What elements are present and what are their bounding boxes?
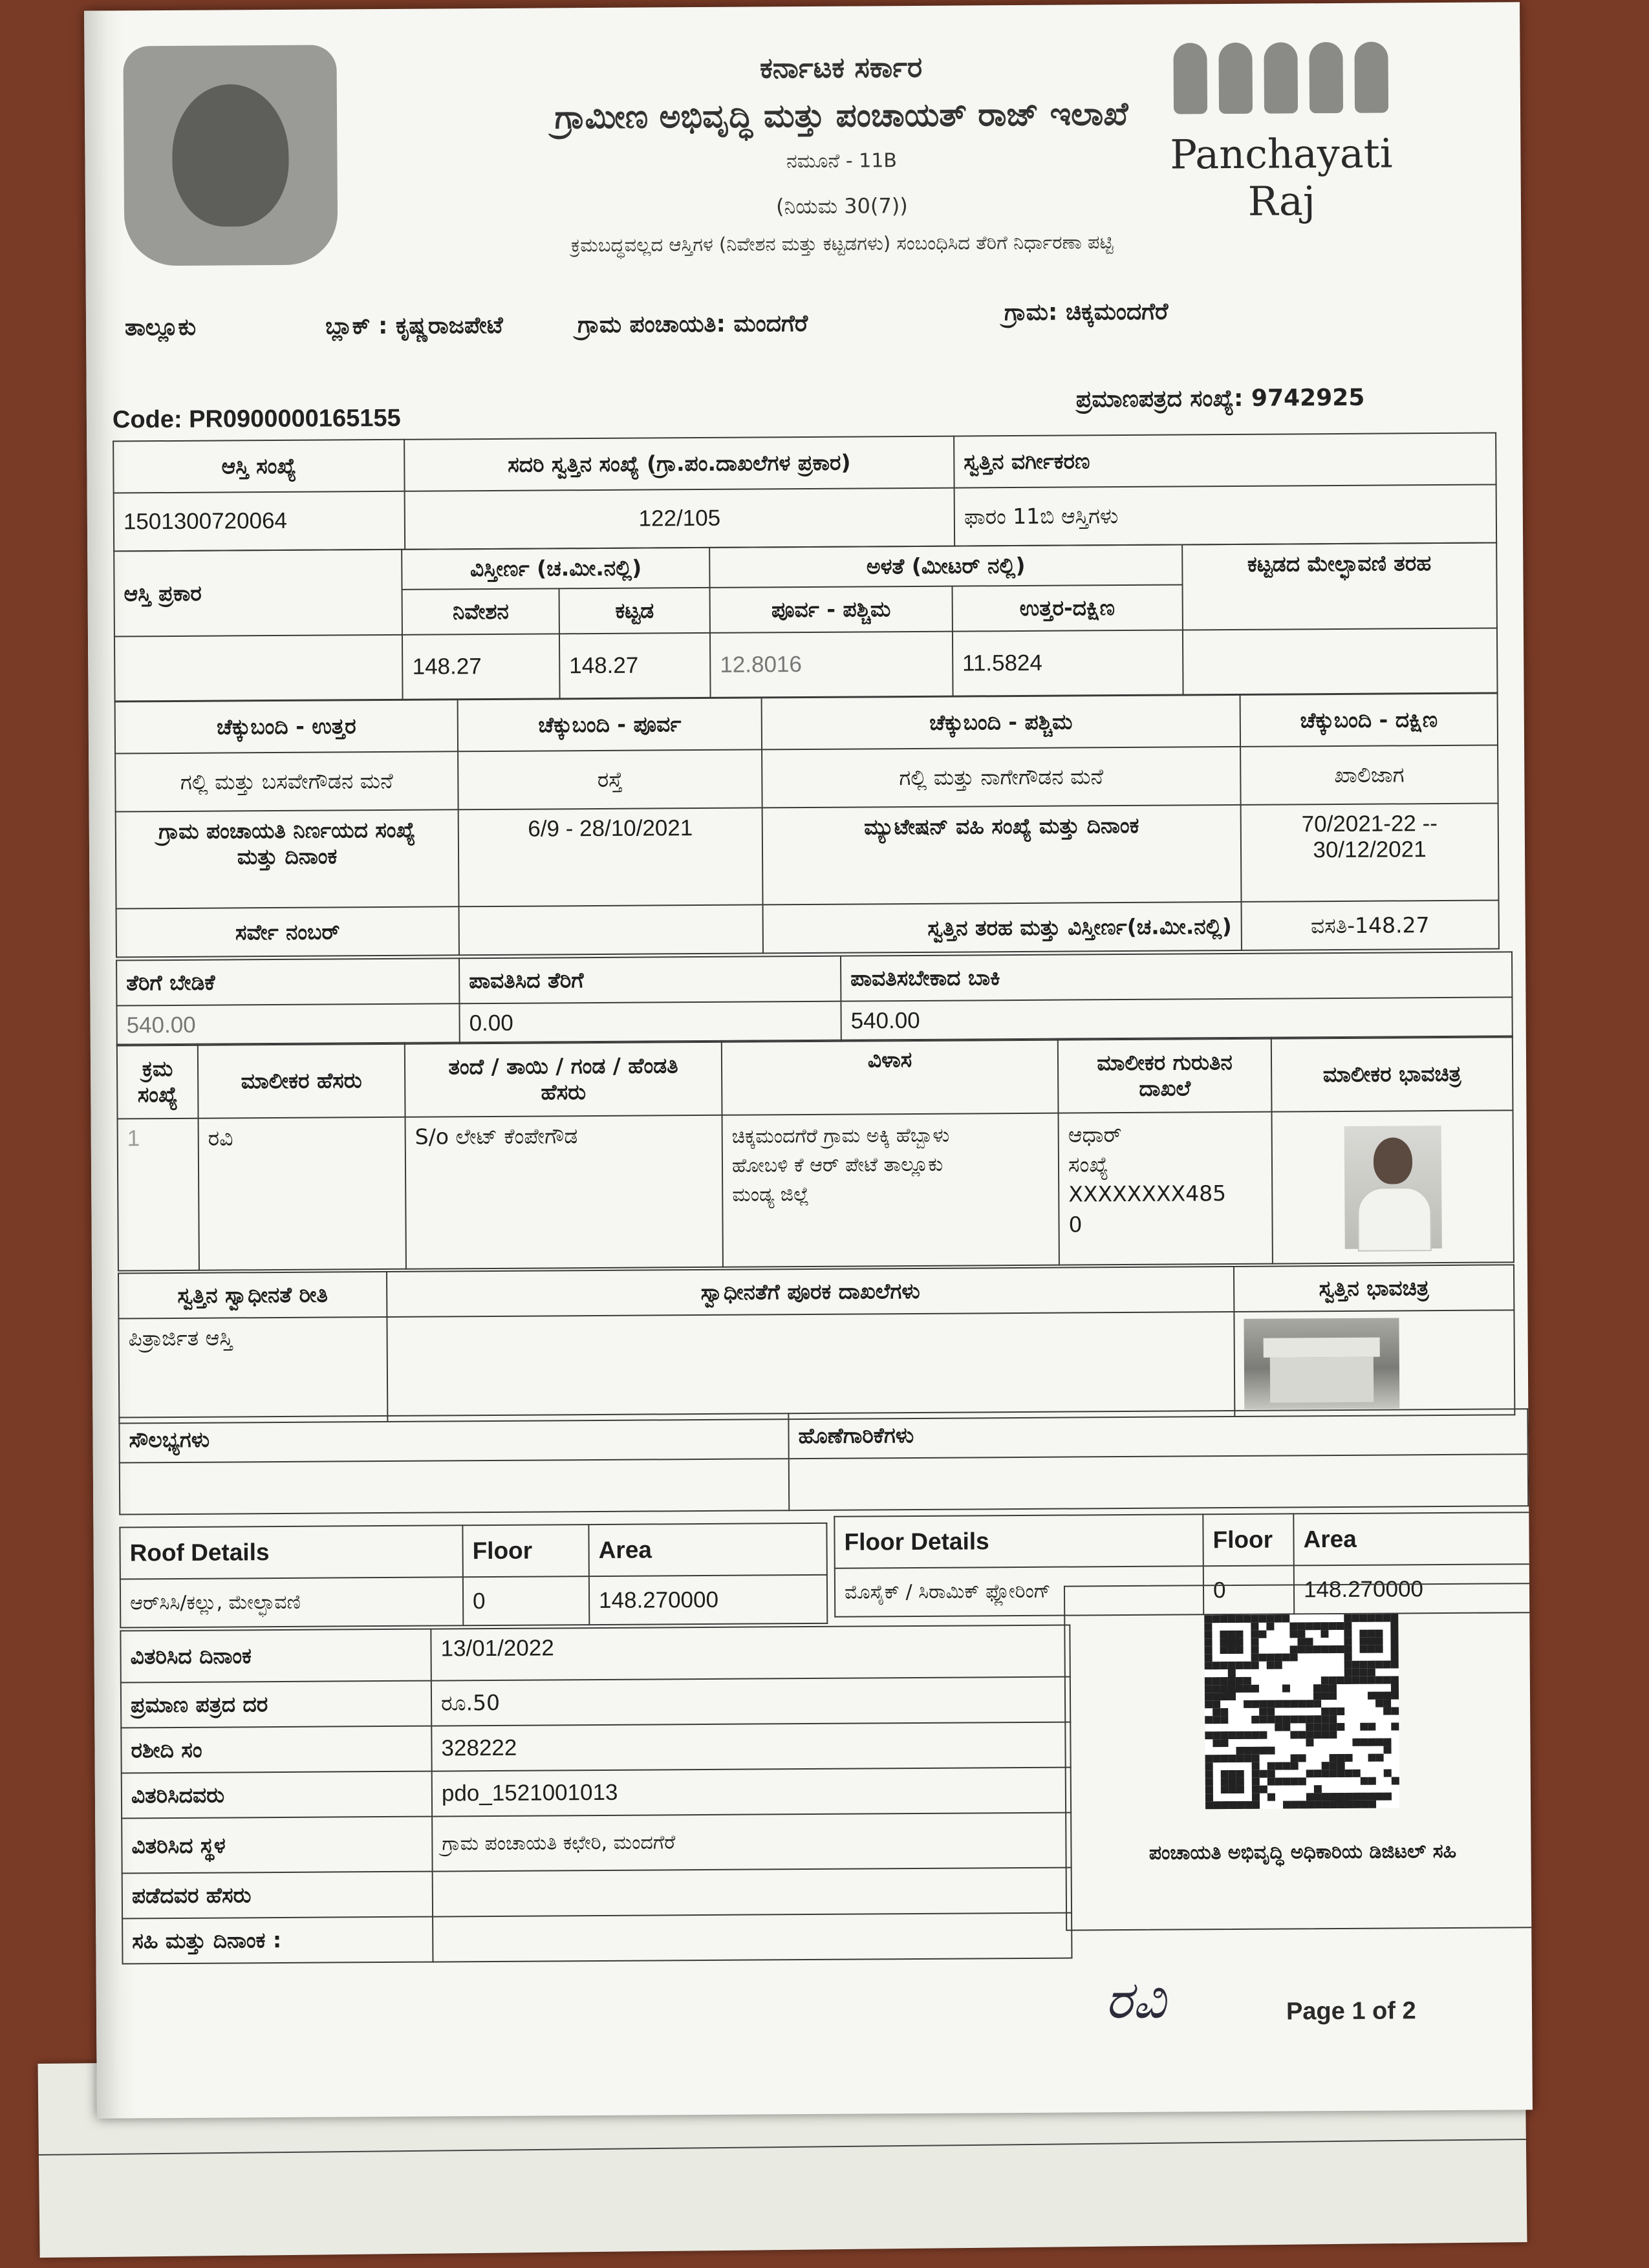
roof-type-value: [1182, 628, 1497, 694]
size-label: ಅಳತೆ (ಮೀಟರ್ ನಲ್ಲಿ): [709, 544, 1182, 587]
south-boundary-label: ಚೆಕ್ಕುಬಂದಿ - ದಕ್ಷಿಣ: [1240, 693, 1498, 746]
id-type-line-1: ಆಧಾರ್: [1068, 1122, 1122, 1148]
taluk-label: ತಾಲ್ಲೂಕು: [124, 314, 197, 341]
property-id-table: [113, 432, 1497, 551]
ownership-table: [118, 1264, 1515, 1424]
dimensions-table: [113, 542, 1498, 701]
receipt-value: 328222: [431, 1722, 1070, 1771]
building-area-value: 148.27: [559, 633, 711, 698]
facilities-value: [120, 1459, 789, 1514]
survey-number-label: ಸರ್ವೇ ನಂಬರ್: [116, 906, 459, 957]
facilities-table: [118, 1408, 1529, 1515]
relation-label-line-2: ಹೆಸರು: [541, 1078, 587, 1105]
owner-id-label: [1058, 1038, 1272, 1113]
north-south-label: ಉತ್ತರ-ದಕ್ಷಿಣ: [952, 584, 1182, 631]
fee-label: ಪ್ರಮಾಣ ಪತ್ರದ ದರ: [121, 1681, 431, 1728]
owner-table: [116, 1035, 1514, 1271]
tax-paid-value: 0.00: [459, 1001, 841, 1044]
mutation-value: 70/2021-22 -- 30/12/2021: [1241, 803, 1499, 901]
ownership-method-label: ಸ್ವತ್ತಿನ ಸ್ವಾಧೀನತೆ ರೀತಿ: [118, 1272, 387, 1319]
roof-floor-value: 0: [463, 1576, 589, 1625]
address-line-1: ಚಿಕ್ಕಮಂದಗೆರೆ ಗ್ರಾಮ ಅಕ್ಕಿ ಹೆಬ್ಬಾಳು: [731, 1124, 950, 1148]
roof-details-table: [119, 1523, 828, 1629]
north-boundary-value: ಗಲ್ಲಿ ಮತ್ತು ಬಸವೇಗೌಡನ ಮನೆ: [115, 751, 458, 811]
block-name: ಬ್ಲಾಕ್ : ಕೃಷ್ಣರಾಜಪೇಟೆ: [325, 312, 503, 340]
id-number-line-1: XXXXXXXX485: [1068, 1181, 1227, 1207]
issue-date-value: 13/01/2022: [431, 1625, 1070, 1681]
issuer-value: pdo_1521001013: [432, 1768, 1071, 1817]
property-type-value: [114, 635, 403, 701]
site-area-value: 148.27: [402, 634, 559, 699]
certificate-page: [84, 2, 1533, 2119]
floor-floor-header: Floor: [1203, 1514, 1293, 1566]
nature-area-value: ವಸತಿ-148.27: [1242, 900, 1499, 950]
issue-details-table: [120, 1625, 1072, 1965]
building-label: ಕಟ್ಟಡ: [559, 588, 710, 634]
id-type-line-2: ಸಂಖ್ಯೆ: [1068, 1151, 1109, 1177]
owner-photo: [1344, 1126, 1441, 1249]
gram-panchayat-name: ಗ್ರಾಮ ಪಂಚಾಯತಿ: ಮಂದಗೆರೆ: [577, 310, 808, 339]
tax-due-label: ಪಾವತಿಸಬೇಕಾದ ಬಾಕಿ: [841, 952, 1512, 1001]
tax-table: [116, 951, 1513, 1046]
site-label: ನಿವೇಶನ: [402, 588, 559, 634]
liabilities-label: ಹೊಣೆಗಾರಿಕೆಗಳು: [788, 1409, 1527, 1459]
owner-address: [722, 1113, 1059, 1267]
underlying-page-line: [39, 2139, 1526, 2156]
resolution-label-line-1: ಗ್ರಾಮ ಪಂಚಾಯತಿ ನಿರ್ಣಯದ ಸಂಖ್ಯೆ: [158, 817, 416, 844]
west-boundary-value: ಗಲ್ಲಿ ಮತ್ತು ನಾಗೇಗೌಡನ ಮನೆ: [762, 747, 1241, 808]
property-id-value: 1501300720064: [114, 491, 405, 551]
digital-signature-label: ಪಂಚಾಯತಿ ಅಭಿವೃದ್ಧಿ ಅಧಿಕಾರಿಯ ಡಿಜಿಟಲ್ ಸಹಿ: [1148, 1839, 1457, 1865]
survey-number-value: [459, 904, 763, 955]
tax-demand-label: ತೆರಿಗೆ ಬೇಡಿಕೆ: [116, 958, 459, 1005]
east-boundary-value: ರಸ್ತೆ: [458, 749, 762, 809]
ownership-method-value: ಪಿತ್ರಾರ್ಜಿತ ಆಸ್ತಿ: [118, 1317, 387, 1424]
tax-paid-label: ಪಾವತಿಸಿದ ತೆರಿಗೆ: [459, 956, 841, 1004]
ownership-docs-value: [387, 1312, 1234, 1422]
page-number: Page 1 of 2: [1286, 1997, 1416, 2026]
logo-text: Panchayati Raj: [1170, 129, 1393, 225]
serial-label: ಕ್ರಮ ಸಂಖ್ಯೆ: [117, 1044, 199, 1119]
roof-type-value: ಆರ್‌ಸಿಸಿ/ಕಲ್ಲು, ಮೇಲ್ಛಾವಣಿ: [120, 1577, 463, 1627]
tax-demand-value: 540.00: [116, 1003, 459, 1045]
north-south-value: 11.5824: [953, 630, 1183, 696]
receiver-name-label: ಪಡೆದವರ ಹೆಸರು: [122, 1872, 433, 1919]
east-boundary-label: ಚೆಕ್ಕುಬಂದಿ - ಪೂರ್ವ: [458, 698, 762, 751]
roof-area-value: 148.270000: [589, 1575, 827, 1625]
floor-area-value: 148.270000: [1294, 1564, 1533, 1614]
fee-value: ರೂ.50: [431, 1677, 1070, 1726]
old-number-label: ಸದರಿ ಸ್ವತ್ತಿನ ಸಂಖ್ಯೆ (ಗ್ರಾ.ಪಂ.ದಾಖಲೆಗಳ ಪ್ರಕಾರ): [404, 436, 954, 491]
village-name: ಗ್ರಾಮ: ಚಿಕ್ಕಮಂದಗೆರೆ: [1004, 298, 1169, 326]
relation-label-line-1: ತಂದೆ / ತಾಯಿ / ಗಂಡ / ಹೆಂಡತಿ: [448, 1052, 678, 1079]
issue-date-label: ವಿತರಿಸಿದ ದಿನಾಂಕ: [120, 1629, 431, 1683]
west-boundary-label: ಚೆಕ್ಕುಬಂದಿ - ಪಶ್ಚಿಮ: [762, 695, 1240, 750]
issuer-label: ವಿತರಿಸಿದವರು: [122, 1771, 432, 1819]
nature-area-label: ಸ್ವತ್ತಿನ ತರಹ ಮತ್ತು ವಿಸ್ತೀರ್ಣ(ಚ.ಮೀ.ನಲ್ಲಿ): [763, 902, 1242, 954]
classification-label: ಸ್ವತ್ತಿನ ವರ್ಗೀಕರಣ: [954, 433, 1496, 487]
roof-type-label: ಕಟ್ಟಡದ ಮೇಲ್ಛಾವಣಿ ತರಹ: [1182, 542, 1497, 630]
floor-details-header: Floor Details: [834, 1514, 1203, 1568]
facilities-label: ಸೌಲಭ್ಯಗಳು: [119, 1413, 788, 1462]
relation-value: S/o ಲೇಟ್ ಕೆಂಪೇಗೌಡ: [405, 1115, 723, 1269]
sign-date-value: [433, 1913, 1072, 1962]
property-type-label: ಆಸ್ತಿ ಪ್ರಕಾರ: [114, 550, 402, 637]
document-subtitle: ಕ್ರಮಬದ್ಧವಲ್ಲದ ಆಸ್ತಿಗಳ (ನಿವೇಶನ ಮತ್ತು ಕಟ್ಟಡಗಳು) ಸಂಬಂಧಿಸಿದ ತೆರಿಗೆ ನಿರ್ಧಾರಣಾ ಪಟ್ಟಿ: [570, 231, 1114, 257]
east-west-label: ಪೂರ್ವ - ಪಶ್ಚಿಮ: [710, 586, 953, 633]
qr-code-icon: [1204, 1614, 1399, 1809]
mutation-label: ಮ್ಯುಟೇಷನ್ ವಹಿ ಸಂಖ್ಯೆ ಮತ್ತು ದಿನಾಂಕ: [762, 805, 1242, 905]
owner-id-value: [1059, 1112, 1273, 1265]
form-number: ನಮೂನೆ - 11B: [786, 149, 898, 173]
property-photo-cell: [1234, 1310, 1514, 1417]
resolution-label-line-2: ಮತ್ತು ದಿನಾಂಕ: [237, 843, 338, 870]
floor-type-value: ಮೊಸೈಕ್ / ಸಿರಾಮಿಕ್ ಫ್ಲೋರಿಂಗ್: [835, 1566, 1203, 1616]
east-west-value: 12.8016: [710, 632, 953, 698]
owner-name-value: ರವಿ: [199, 1117, 406, 1270]
north-boundary-label: ಚೆಕ್ಕುಬಂದಿ - ಉತ್ತರ: [115, 700, 458, 753]
roof-details-header: Roof Details: [120, 1525, 462, 1579]
liabilities-value: [789, 1454, 1528, 1510]
area-label: ವಿಸ್ತೀರ್ಣ (ಚ.ಮೀ.ನಲ್ಲಿ): [402, 548, 710, 590]
address-line-2: ಹೋಬಳಿ ಕೆ ಆರ್ ಪೇಟೆ ತಾಲ್ಲೂಕು: [731, 1153, 943, 1177]
karnataka-emblem-icon: [123, 45, 338, 266]
sign-date-label: ಸಹಿ ಮತ್ತು ದಿನಾಂಕ :: [122, 1917, 433, 1964]
floor-area-header: Area: [1293, 1512, 1533, 1565]
owner-name-label: ಮಾಲೀಕರ ಹೆಸರು: [198, 1043, 405, 1118]
south-boundary-value: ಖಾಲಿಜಾಗ: [1240, 745, 1498, 804]
digital-signature-box: [1064, 1583, 1533, 1931]
office-code: Code: PR0900000165155: [112, 404, 401, 434]
floor-floor-value: 0: [1203, 1565, 1294, 1614]
department-name: ಗ್ರಾಮೀಣ ಅಭಿವೃದ್ಧಿ ಮತ್ತು ಪಂಚಾಯತ್ ರಾಜ್ ಇಲಾಖೆ: [554, 94, 1128, 136]
property-photo-label: ಸ್ವತ್ತಿನ ಭಾವಚಿತ್ರ: [1234, 1265, 1514, 1312]
old-number-value: 122/105: [405, 488, 955, 550]
address-line-3: ಮಂಡ್ಯ ಜಿಲ್ಲೆ: [732, 1182, 810, 1206]
tax-due-value: 540.00: [841, 997, 1512, 1041]
owner-photo-label: ಮಾಲೀಕರ ಭಾವಚಿತ್ರ: [1271, 1036, 1513, 1111]
owner-photo-cell: [1271, 1110, 1513, 1263]
receipt-label: ರಶೀದಿ ಸಂ: [121, 1726, 431, 1773]
rule-reference: (ನಿಯಮ 30(7)): [775, 193, 908, 219]
resolution-value: 6/9 - 28/10/2021: [458, 808, 763, 906]
people-icon: [1132, 41, 1430, 114]
ownership-docs-label: ಸ್ವಾಧೀನತೆಗೆ ಪೂರಕ ದಾಖಲೆಗಳು: [387, 1267, 1234, 1317]
issue-place-label: ವಿತರಿಸಿದ ಸ್ಥಳ: [122, 1817, 433, 1874]
receiver-name-value: [433, 1868, 1072, 1917]
government-name: ಕರ್ನಾಟಕ ಸರ್ಕಾರ: [759, 50, 923, 85]
relation-label: [405, 1041, 722, 1117]
classification-value: ಫಾರಂ 11ಬಿ ಆಸ್ತಿಗಳು: [954, 484, 1497, 546]
address-label: ವಿಳಾಸ: [722, 1039, 1059, 1115]
id-number-line-2: 0: [1068, 1211, 1083, 1237]
issue-place-value: ಗ್ರಾಮ ಪಂಚಾಯತಿ ಕಛೇರಿ, ಮಂದಗೆರೆ: [432, 1813, 1072, 1872]
owner-id-label-line-1: ಮಾಲೀಕರ ಗುರುತಿನ: [1097, 1049, 1233, 1075]
property-id-label: ಆಸ್ತಿ ಸಂಖ್ಯೆ: [113, 440, 404, 493]
roof-area-header: Area: [588, 1523, 826, 1576]
property-photo: [1244, 1318, 1399, 1409]
certificate-number: ಪ್ರಮಾಣಪತ್ರದ ಸಂಖ್ಯೆ: 9742925: [1075, 384, 1365, 413]
roof-floor-header: Floor: [462, 1524, 588, 1577]
boundaries-table: [114, 692, 1500, 957]
serial-value: 1: [118, 1118, 199, 1271]
resolution-label: [116, 809, 459, 908]
owner-id-label-line-2: ದಾಖಲೆ: [1139, 1075, 1191, 1101]
panchayati-raj-logo: [1132, 41, 1430, 225]
handwritten-signature: ರವಿ: [1105, 1969, 1167, 2031]
